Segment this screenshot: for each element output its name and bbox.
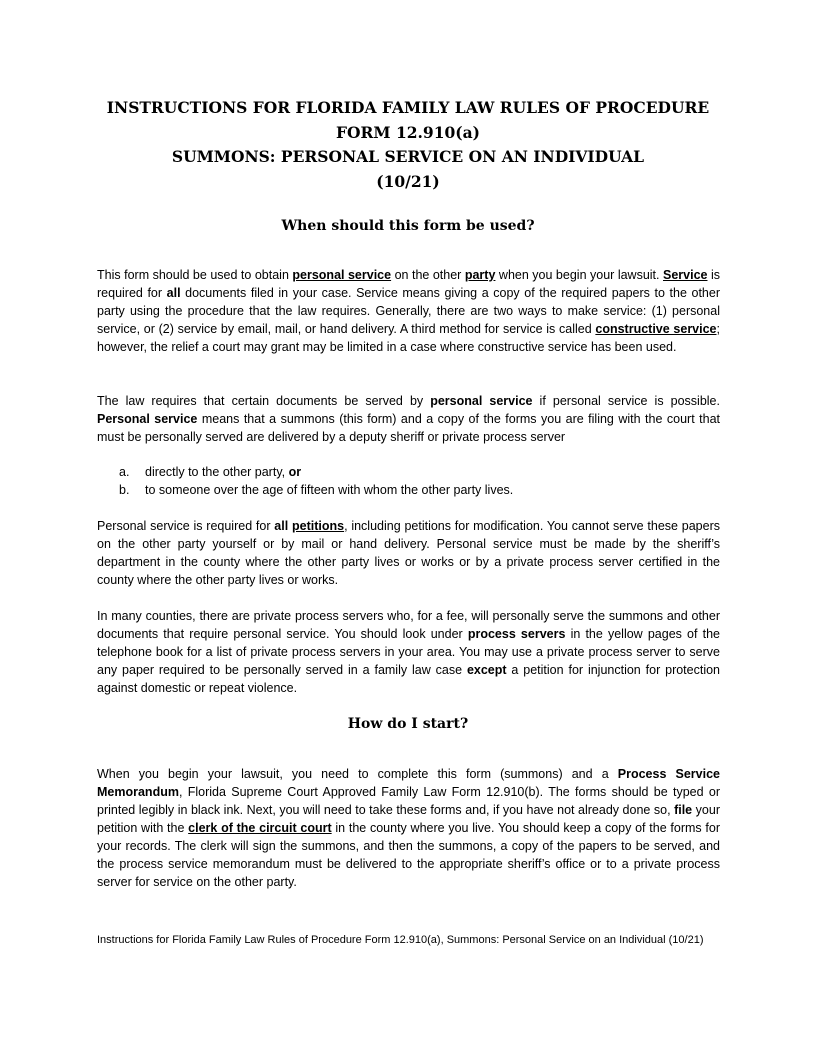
term-clerk-of-circuit-court: clerk of the circuit court <box>188 821 332 835</box>
list-item: b. to someone over the age of fifteen with whom the other party lives. <box>119 483 514 497</box>
title-line-1: INSTRUCTIONS FOR FLORIDA FAMILY LAW RULES OF PROCEDURE <box>106 98 710 117</box>
section-heading-start: How do I start? <box>347 716 469 732</box>
document-title <box>96 96 720 194</box>
paragraph-intro: This form should be used to obtain personal service on the other party when you begin your lawsuit. Service is required for all documents filed in your case. Service means giving a copy of the required papers to the other party using the procedure that the law requires. Generally, there are two ways to make service: (1) personal service, or (2) service by email, mail, or hand delivery. A third method for service is called constructive service; however, the relief a court may grant may be limited in a case where constructive service has been used. <box>97 268 721 354</box>
term-service: Service <box>663 268 708 282</box>
term-personal-service: personal service <box>292 268 392 282</box>
page-footer: Instructions for Florida Family Law Rules of Procedure Form 12.910(a), Summons: Personal Service on an Individual (10/21) <box>97 934 704 946</box>
title-line-4: (10/21) <box>376 171 440 191</box>
title-line-2: FORM 12.910(a) <box>336 122 480 142</box>
paragraph-personal-service: The law requires that certain documents be served by personal service if personal service is possible. Personal service means that a summons (this form) and a copy of the forms you are filing with the court that must be personally served are delivered by a deputy sheriff or private process server <box>97 394 720 444</box>
term-constructive-service: constructive service <box>595 322 717 336</box>
section-heading-when: When should this form be used? <box>281 218 535 234</box>
paragraph-how-to-start: When you begin your lawsuit, you need to complete this form (summons) and a Process Service Memorandum, Florida Supreme Court Approved Family Law Form 12.910(b). The forms should be typed or printed legibly in black ink. Next, you will need to take these forms and, if you have not already done so, file your petition with the clerk of the circuit court in the county where you live. You should keep a copy of the forms for your records. The clerk will sign the summons, and then the summons, a copy of the papers to be served, and the process service memorandum must be delivered to the appropriate sheriff’s office or to a private process server for service on the other party. <box>97 767 720 889</box>
term-party: party <box>464 268 496 282</box>
term-petitions: petitions <box>291 519 345 533</box>
paragraph-petitions: Personal service is required for all petitions, including petitions for modification. You cannot serve these papers on the other party yourself or by mail or hand delivery. Personal service must be made by the sheriff’s department in the county where the other party lives or works or by a private process server certified in the county where the other party lives or works. <box>97 519 720 587</box>
paragraph-process-servers: In many counties, there are private process servers who, for a fee, will personally serve the summons and other documents that require personal service. You should look under process servers in the yellow pages of the telephone book for a list of private process servers in your area. You may use a private process server to serve any paper required to be personally served in a family law case except a petition for injunction for protection against domestic or repeat violence. <box>97 609 721 695</box>
delivery-options-list <box>97 463 720 499</box>
list-item: a. directly to the other party, or <box>119 465 302 479</box>
title-line-3: SUMMONS: PERSONAL SERVICE ON AN INDIVIDUAL <box>171 147 645 166</box>
